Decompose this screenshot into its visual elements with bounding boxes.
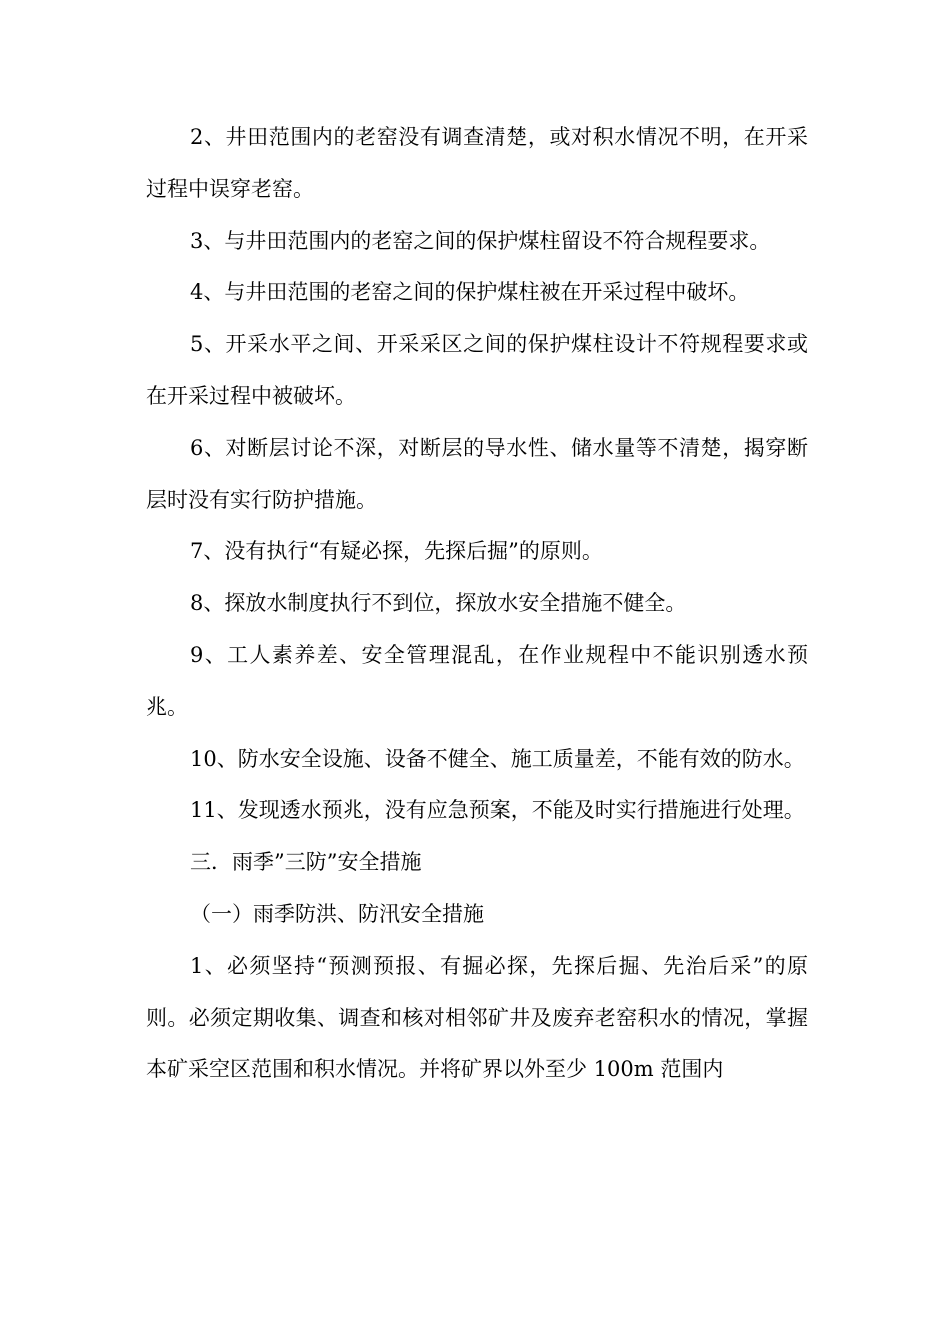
- paragraph-cause-9: 9、工人素养差、安全管理混乱，在作业规程中不能识别透水预兆。: [146, 642, 808, 719]
- paragraph-cause-4: 4、与井田范围的老窑之间的保护煤柱被在开采过程中破坏。: [190, 280, 750, 305]
- paragraph-cause-8: 8、探放水制度执行不到位，探放水安全措施不健全。: [190, 591, 687, 616]
- paragraph-cause-7: 7、没有执行“有疑必探，先探后掘”的原则。: [190, 539, 603, 564]
- subsection-heading-flood-control: （一）雨季防洪、防汛安全措施: [190, 901, 484, 926]
- paragraph-cause-2: 2、井田范围内的老窑没有调查清楚，或对积水情况不明，在开采过程中误穿老窑。: [146, 125, 808, 201]
- paragraph-cause-11: 11、发现透水预兆，没有应急预案，不能及时实行措施进行处理。: [190, 798, 805, 823]
- paragraph-cause-10: 10、防水安全设施、设备不健全、施工质量差，不能有效的防水。: [190, 746, 805, 771]
- paragraph-measure-1: 1、必须坚持“预测预报、有掘必探，先探后掘、先治后采”的原则。必须定期收集、调查和核对相邻矿井及废弃老窑积水的情况，掌握本矿采空区范围和积水情况。并将矿界以外至少 100m 范围内: [146, 953, 808, 1082]
- paragraph-cause-5: 5、开采水平之间、开采采区之间的保护煤柱设计不符规程要求或在开采过程中被破坏。: [146, 332, 808, 408]
- paragraph-cause-6: 6、对断层讨论不深，对断层的导水性、储水量等不清楚，揭穿断层时没有实行防护措施。: [146, 435, 808, 512]
- paragraph-cause-3: 3、与井田范围内的老窑之间的保护煤柱留设不符合规程要求。: [190, 228, 771, 253]
- document-body: [146, 112, 808, 1096]
- section-heading-rainy-season: 三．雨季”三防”安全措施: [190, 850, 422, 875]
